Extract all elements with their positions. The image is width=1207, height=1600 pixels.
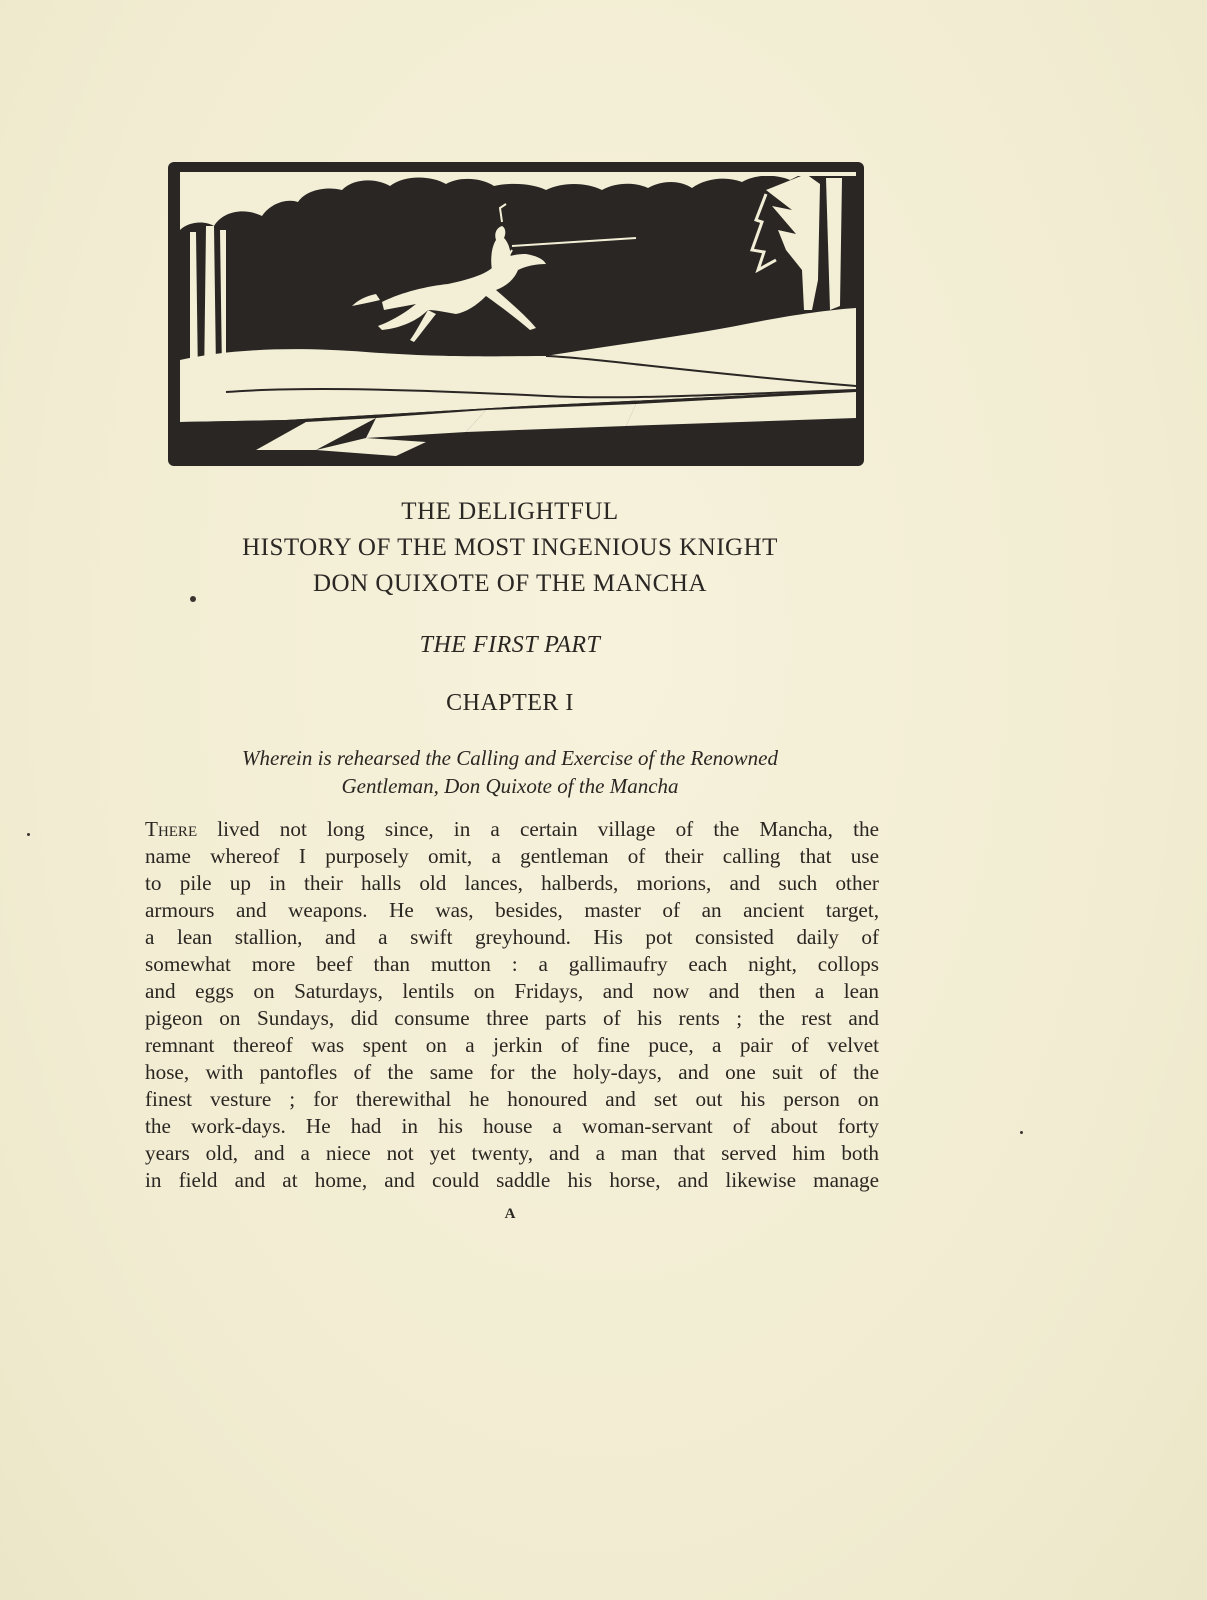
woodcut-illustration <box>166 160 866 470</box>
body-line: a lean stallion, and a swift greyhound. His pot consisted daily of <box>145 925 879 949</box>
ink-speck <box>1020 1131 1023 1134</box>
chapter-subtitle-line-1: Wherein is rehearsed the Calling and Exercise of the Renowned <box>242 746 778 770</box>
chapter-subtitle <box>140 744 880 800</box>
book-title <box>140 494 880 602</box>
body-line: and eggs on Saturdays, lentils on Fridays, and now and then a lean <box>145 979 879 1003</box>
body-line: name whereof I purposely omit, a gentleman of their calling that use <box>145 844 879 868</box>
body-line: remnant thereof was spent on a jerkin of fine puce, a pair of velvet <box>145 1033 879 1057</box>
body-line-1-rest: lived not long since, in a certain village of the Mancha, the <box>197 817 879 841</box>
part-title: THE FIRST PART <box>419 632 601 658</box>
chapter-heading: CHAPTER I <box>446 690 574 716</box>
body-line: armours and weapons. He was, besides, master of an ancient target, <box>145 898 879 922</box>
body-line <box>145 816 879 843</box>
title-line-3: DON QUIXOTE OF THE MANCHA <box>313 570 707 597</box>
body-line: hose, with pantofles of the same for the holy-days, and one suit of the <box>145 1060 879 1084</box>
chapter-body <box>145 816 879 1194</box>
chapter-subtitle-line-2: Gentleman, Don Quixote of the Mancha <box>341 774 679 798</box>
body-line: to pile up in their halls old lances, halberds, morions, and such other <box>145 871 879 895</box>
body-line: finest vesture ; for therewithal he honoured and set out his person on <box>145 1087 879 1111</box>
lead-word: There <box>145 817 198 841</box>
body-line: pigeon on Sundays, did consume three parts of his rents ; the rest and <box>145 1006 879 1030</box>
knight-on-horse-icon <box>166 160 866 470</box>
title-line-2: HISTORY OF THE MOST INGENIOUS KNIGHT <box>242 534 778 561</box>
body-line: the work-days. He had in his house a woman-servant of about forty <box>145 1114 879 1138</box>
ink-speck <box>190 596 196 602</box>
title-line-1: THE DELIGHTFUL <box>401 498 619 525</box>
ink-speck <box>27 833 30 836</box>
body-line: in field and at home, and could saddle his horse, and likewise manage <box>145 1168 879 1192</box>
body-line: years old, and a niece not yet twenty, and a man that served him both <box>145 1141 879 1165</box>
signature-mark: A <box>504 1206 516 1222</box>
body-line: somewhat more beef than mutton : a gallimaufry each night, collops <box>145 952 879 976</box>
